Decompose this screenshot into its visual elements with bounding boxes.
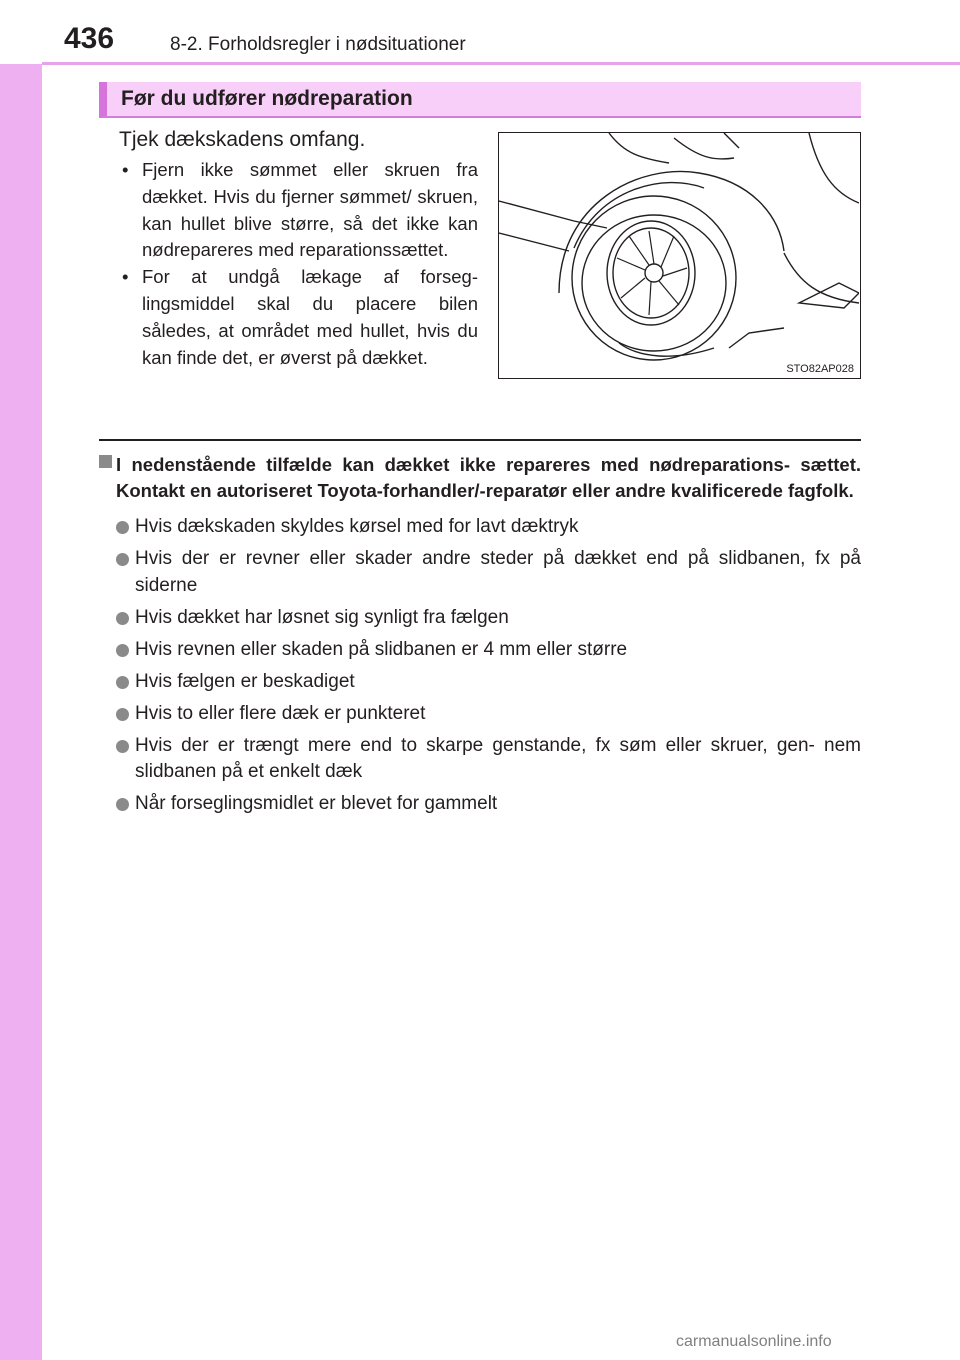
- condition-text: Hvis der er trængt mere end to skarpe genstande, fx søm eller skruer, gen- nem slidbanen på et enkelt dæk: [135, 734, 861, 782]
- condition-item: [99, 733, 861, 786]
- circle-bullet-icon: [116, 553, 129, 566]
- figure-code: STO82AP028: [786, 363, 854, 375]
- side-color-band: [0, 0, 42, 1360]
- section-title: Før du udfører nødreparation: [121, 87, 413, 110]
- circle-bullet-icon: [116, 644, 129, 657]
- flat-tire-icon: [499, 133, 859, 377]
- condition-item: [99, 669, 861, 696]
- circle-bullet-icon: [116, 740, 129, 753]
- intro-text: Tjek dækskadens omfang.: [119, 128, 366, 151]
- condition-text: Hvis dækket har løsnet sig synligt fra fælgen: [135, 606, 509, 628]
- bullet-dot: •: [122, 266, 129, 288]
- condition-text: Hvis fælgen er beskadiget: [135, 670, 355, 692]
- circle-bullet-icon: [116, 798, 129, 811]
- condition-list: [99, 514, 861, 818]
- note-block: [99, 452, 861, 823]
- note-square-marker: [99, 455, 112, 468]
- circle-bullet-icon: [116, 612, 129, 625]
- condition-text: Når forseglingsmidlet er blevet for gammelt: [135, 793, 498, 814]
- section-divider: [99, 439, 861, 441]
- condition-item: [99, 605, 861, 632]
- header-rule: [42, 62, 960, 65]
- condition-text: Hvis revnen eller skaden på slidbanen er 4 mm eller større: [135, 638, 628, 660]
- condition-text: Hvis der er revner eller skader andre steder på dækket end på slidbanen, fx på siderne: [135, 548, 861, 596]
- header-band: [0, 0, 960, 64]
- condition-item: [99, 701, 861, 728]
- precaution-text: Fjern ikke sømmet eller skruen fra dækket. Hvis du fjerner sømmet/ skruen, kan hullet blive større, så det ikke kan nødrepareres med reparationssættet.: [142, 159, 478, 261]
- circle-bullet-icon: [116, 676, 129, 689]
- precaution-item: [118, 264, 478, 371]
- chapter-title: 8-2. Forholdsregler i nødsituationer: [170, 34, 466, 55]
- circle-bullet-icon: [116, 521, 129, 534]
- condition-item: [99, 637, 861, 664]
- condition-text: Hvis to eller flere dæk er punkteret: [135, 702, 426, 724]
- flat-tire-figure: [498, 132, 861, 379]
- condition-item: [99, 791, 861, 818]
- precaution-list: [118, 157, 478, 371]
- bullet-dot: •: [122, 159, 129, 180]
- page-number: 436: [64, 22, 115, 55]
- condition-text: Hvis dækskaden skyldes kørsel med for lavt dæktryk: [135, 516, 579, 537]
- condition-item: [99, 546, 861, 599]
- precaution-item: [118, 157, 478, 264]
- section-heading-bar: [99, 82, 861, 118]
- condition-item: [99, 514, 861, 541]
- circle-bullet-icon: [116, 708, 129, 721]
- note-heading: I nedenstående tilfælde kan dækket ikke repareres med nødreparations- sættet. Kontakt en autoriseret Toyota-forhandler/-reparatør eller andre kvalificerede fagfolk.: [116, 454, 861, 501]
- watermark: carmanualsonline.info: [676, 1333, 832, 1350]
- precaution-text: For at undgå lækage af forseg- lingsmiddel skal du placere bilen således, at området med hullet, hvis du kan finde det, er øverst på dækket.: [142, 266, 478, 368]
